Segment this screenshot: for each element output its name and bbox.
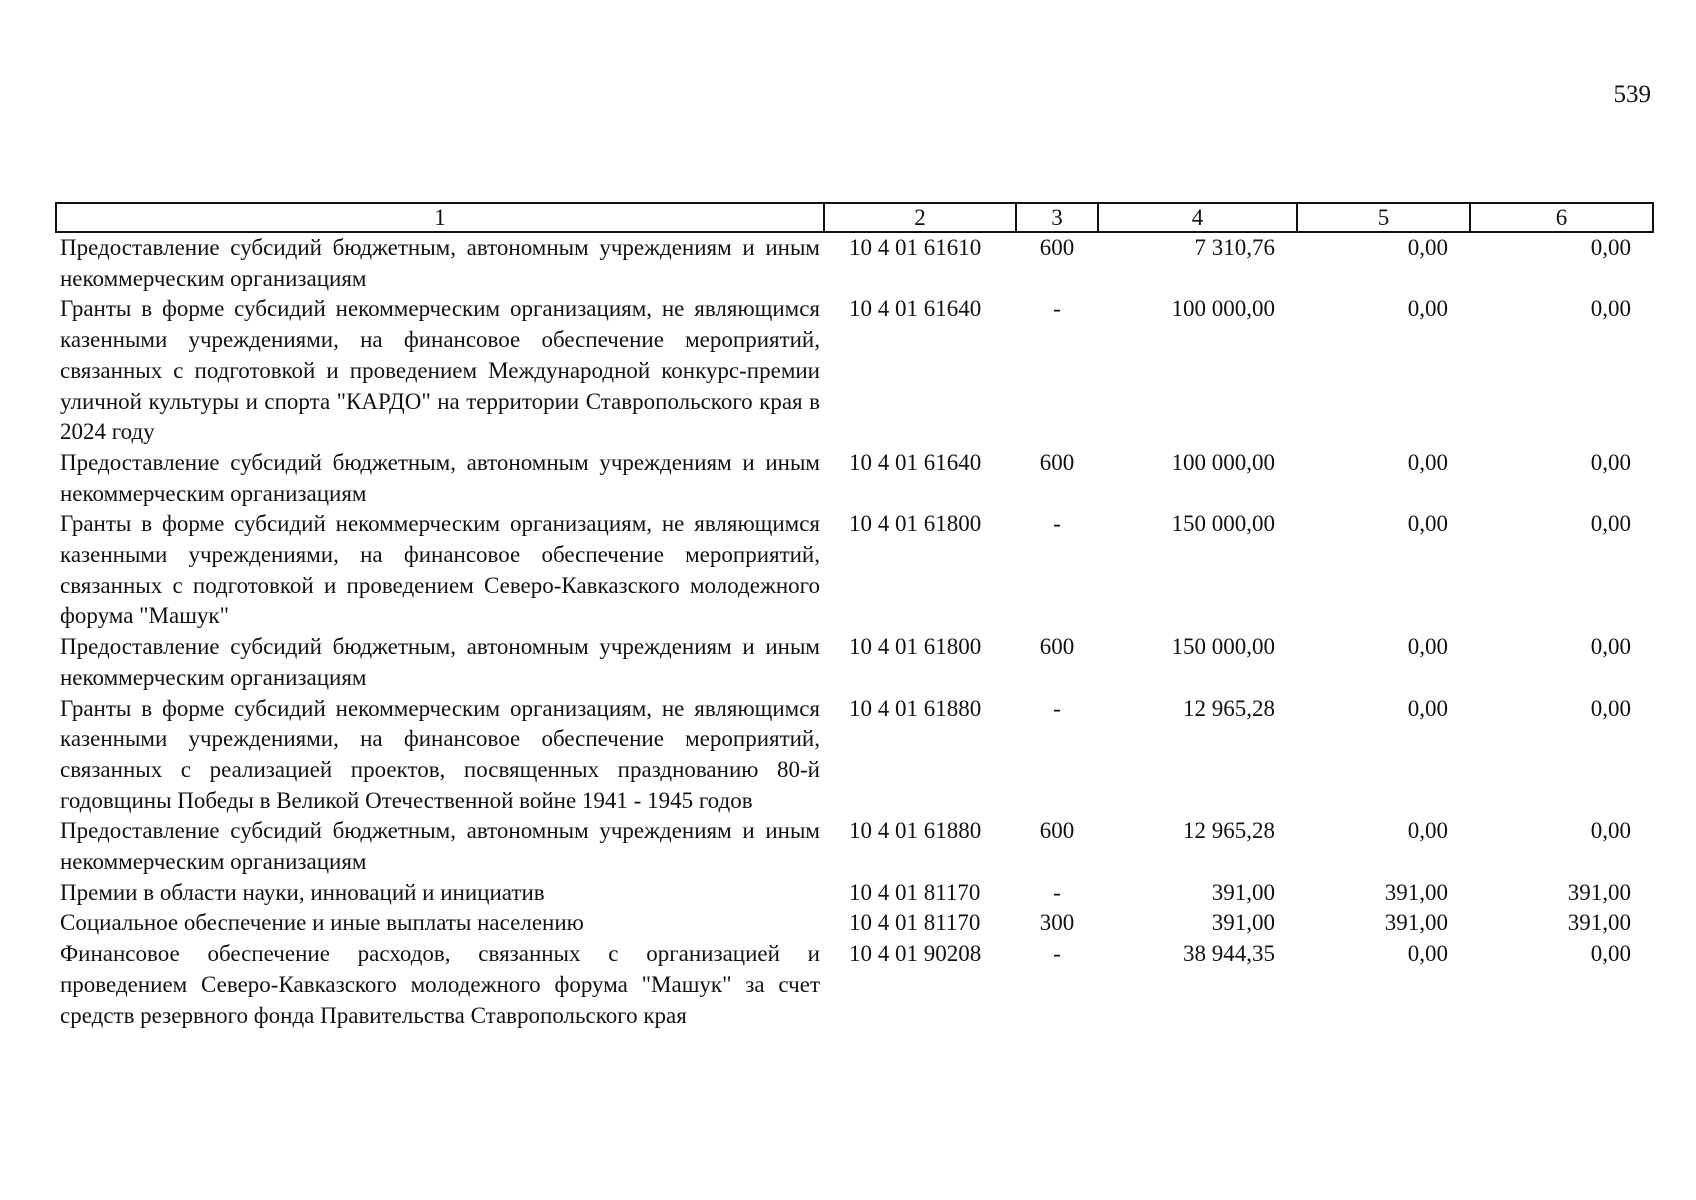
row-amount-col5: 0,00 <box>1407 235 1448 260</box>
row-amount-col4: 150 000,00 <box>1171 634 1275 660</box>
row-code: 10 4 01 61640 <box>849 296 982 322</box>
header-col-6: 6 <box>1470 203 1653 232</box>
row-amount-col4: 12 965,28 <box>1183 818 1275 844</box>
row-name: Предоставление субсидий бюджетным, автономным учреждениям и иным некоммерческим организациям <box>60 634 820 690</box>
row-expense-type: - <box>1053 296 1061 322</box>
row-name: Гранты в форме субсидий некоммерческим организациям, не являющимся казенными учреждениями, на финансовое обеспечение мероприятий, связанных с реализацией проектов, посвященных празднованию 80-й годовщины Победы в Великой Отечественной войне 1941 - 1945 годов <box>60 695 820 813</box>
row-expense-type: - <box>1053 695 1061 721</box>
table-row <box>56 509 1653 632</box>
row-amount-col6: 0,00 <box>1590 941 1631 967</box>
row-code: 10 4 01 61640 <box>849 449 982 475</box>
header-col-3: 3 <box>1016 203 1098 232</box>
row-amount-col5: 391,00 <box>1384 910 1448 936</box>
table-header <box>56 203 1653 232</box>
row-expense-type: - <box>1053 511 1061 537</box>
row-expense-type: 300 <box>1039 910 1075 936</box>
budget-table <box>55 202 1654 1031</box>
row-amount-col5: 0,00 <box>1407 818 1448 844</box>
table-row <box>56 632 1653 693</box>
table-row <box>56 939 1653 1031</box>
row-name: Предоставление субсидий бюджетным, автономным учреждениям и иным некоммерческим организациям <box>60 818 820 875</box>
row-amount-col6: 391,00 <box>1567 879 1631 905</box>
row-code: 10 4 01 61880 <box>849 818 982 844</box>
row-code: 10 4 01 90208 <box>849 941 982 967</box>
row-amount-col5: 0,00 <box>1407 695 1448 721</box>
header-col-5: 5 <box>1297 203 1470 232</box>
row-amount-col6: 0,00 <box>1590 511 1631 537</box>
row-amount-col4: 150 000,00 <box>1171 511 1275 537</box>
table-row <box>56 694 1653 817</box>
row-code: 10 4 01 81170 <box>849 910 981 936</box>
row-amount-col6: 0,00 <box>1590 235 1631 260</box>
row-amount-col6: 0,00 <box>1590 296 1631 322</box>
row-name: Социальное обеспечение и иные выплаты населению <box>60 910 584 936</box>
row-amount-col4: 391,00 <box>1211 879 1275 905</box>
row-code: 10 4 01 61880 <box>849 695 982 721</box>
row-amount-col5: 0,00 <box>1407 634 1448 660</box>
row-amount-col4: 7 310,76 <box>1194 235 1275 260</box>
row-amount-col4: 391,00 <box>1211 910 1275 936</box>
row-name: Гранты в форме субсидий некоммерческим организациям, не являющимся казенными учреждениями, на финансовое обеспечение мероприятий, связанных с подготовкой и проведением Международной конкурс-премии уличной культуры и спорта "КАРДО" на территории Ставропольского края в 2024 году <box>60 296 820 445</box>
row-name: Гранты в форме субсидий некоммерческим организациям, не являющимся казенными учреждениями, на финансовое обеспечение мероприятий, связанных с подготовкой и проведением Северо-Кавказского молодежного форума "Машук" <box>60 511 820 629</box>
row-expense-type: - <box>1053 879 1061 905</box>
header-col-4: 4 <box>1098 203 1297 232</box>
row-expense-type: 600 <box>1039 235 1075 260</box>
row-name: Предоставление субсидий бюджетным, автономным учреждениям и иным некоммерческим организациям <box>60 235 820 291</box>
row-amount-col5: 0,00 <box>1407 941 1448 967</box>
row-amount-col6: 0,00 <box>1590 449 1631 475</box>
row-amount-col5: 0,00 <box>1407 511 1448 537</box>
row-code: 10 4 01 61610 <box>849 235 982 260</box>
table-row <box>56 816 1653 877</box>
header-col-2: 2 <box>824 203 1016 232</box>
row-code: 10 4 01 61800 <box>849 634 982 660</box>
row-expense-type: 600 <box>1039 818 1075 844</box>
row-amount-col4: 12 965,28 <box>1183 695 1275 721</box>
table-row <box>56 448 1653 509</box>
row-amount-col4: 100 000,00 <box>1171 449 1275 475</box>
row-amount-col5: 0,00 <box>1407 296 1448 322</box>
row-amount-col4: 38 944,35 <box>1183 941 1275 967</box>
row-expense-type: 600 <box>1039 634 1075 660</box>
table-row <box>56 878 1653 909</box>
row-code: 10 4 01 81170 <box>849 879 981 905</box>
row-amount-col5: 0,00 <box>1407 449 1448 475</box>
table-body <box>56 232 1653 1031</box>
row-amount-col6: 0,00 <box>1590 695 1631 721</box>
row-amount-col5: 391,00 <box>1384 879 1448 905</box>
page-number: 539 <box>1613 81 1651 108</box>
row-expense-type: 600 <box>1039 449 1075 475</box>
table-row <box>56 232 1653 294</box>
header-row <box>56 203 1653 232</box>
row-code: 10 4 01 61800 <box>849 511 982 537</box>
row-amount-col4: 100 000,00 <box>1171 296 1275 322</box>
row-name: Премии в области науки, инноваций и инициатив <box>60 879 545 905</box>
row-name: Предоставление субсидий бюджетным, автономным учреждениям и иным некоммерческим организациям <box>60 449 820 506</box>
table-row <box>56 908 1653 939</box>
row-expense-type: - <box>1053 941 1061 967</box>
row-amount-col6: 391,00 <box>1567 910 1631 936</box>
row-name: Финансовое обеспечение расходов, связанных с организацией и проведением Северо-Кавказского молодежного форума "Машук" за счет средств резервного фонда Правительства Ставропольского края <box>60 941 820 1028</box>
header-col-1: 1 <box>56 203 824 232</box>
row-amount-col6: 0,00 <box>1590 818 1631 844</box>
row-amount-col6: 0,00 <box>1590 634 1631 660</box>
table-row <box>56 294 1653 448</box>
